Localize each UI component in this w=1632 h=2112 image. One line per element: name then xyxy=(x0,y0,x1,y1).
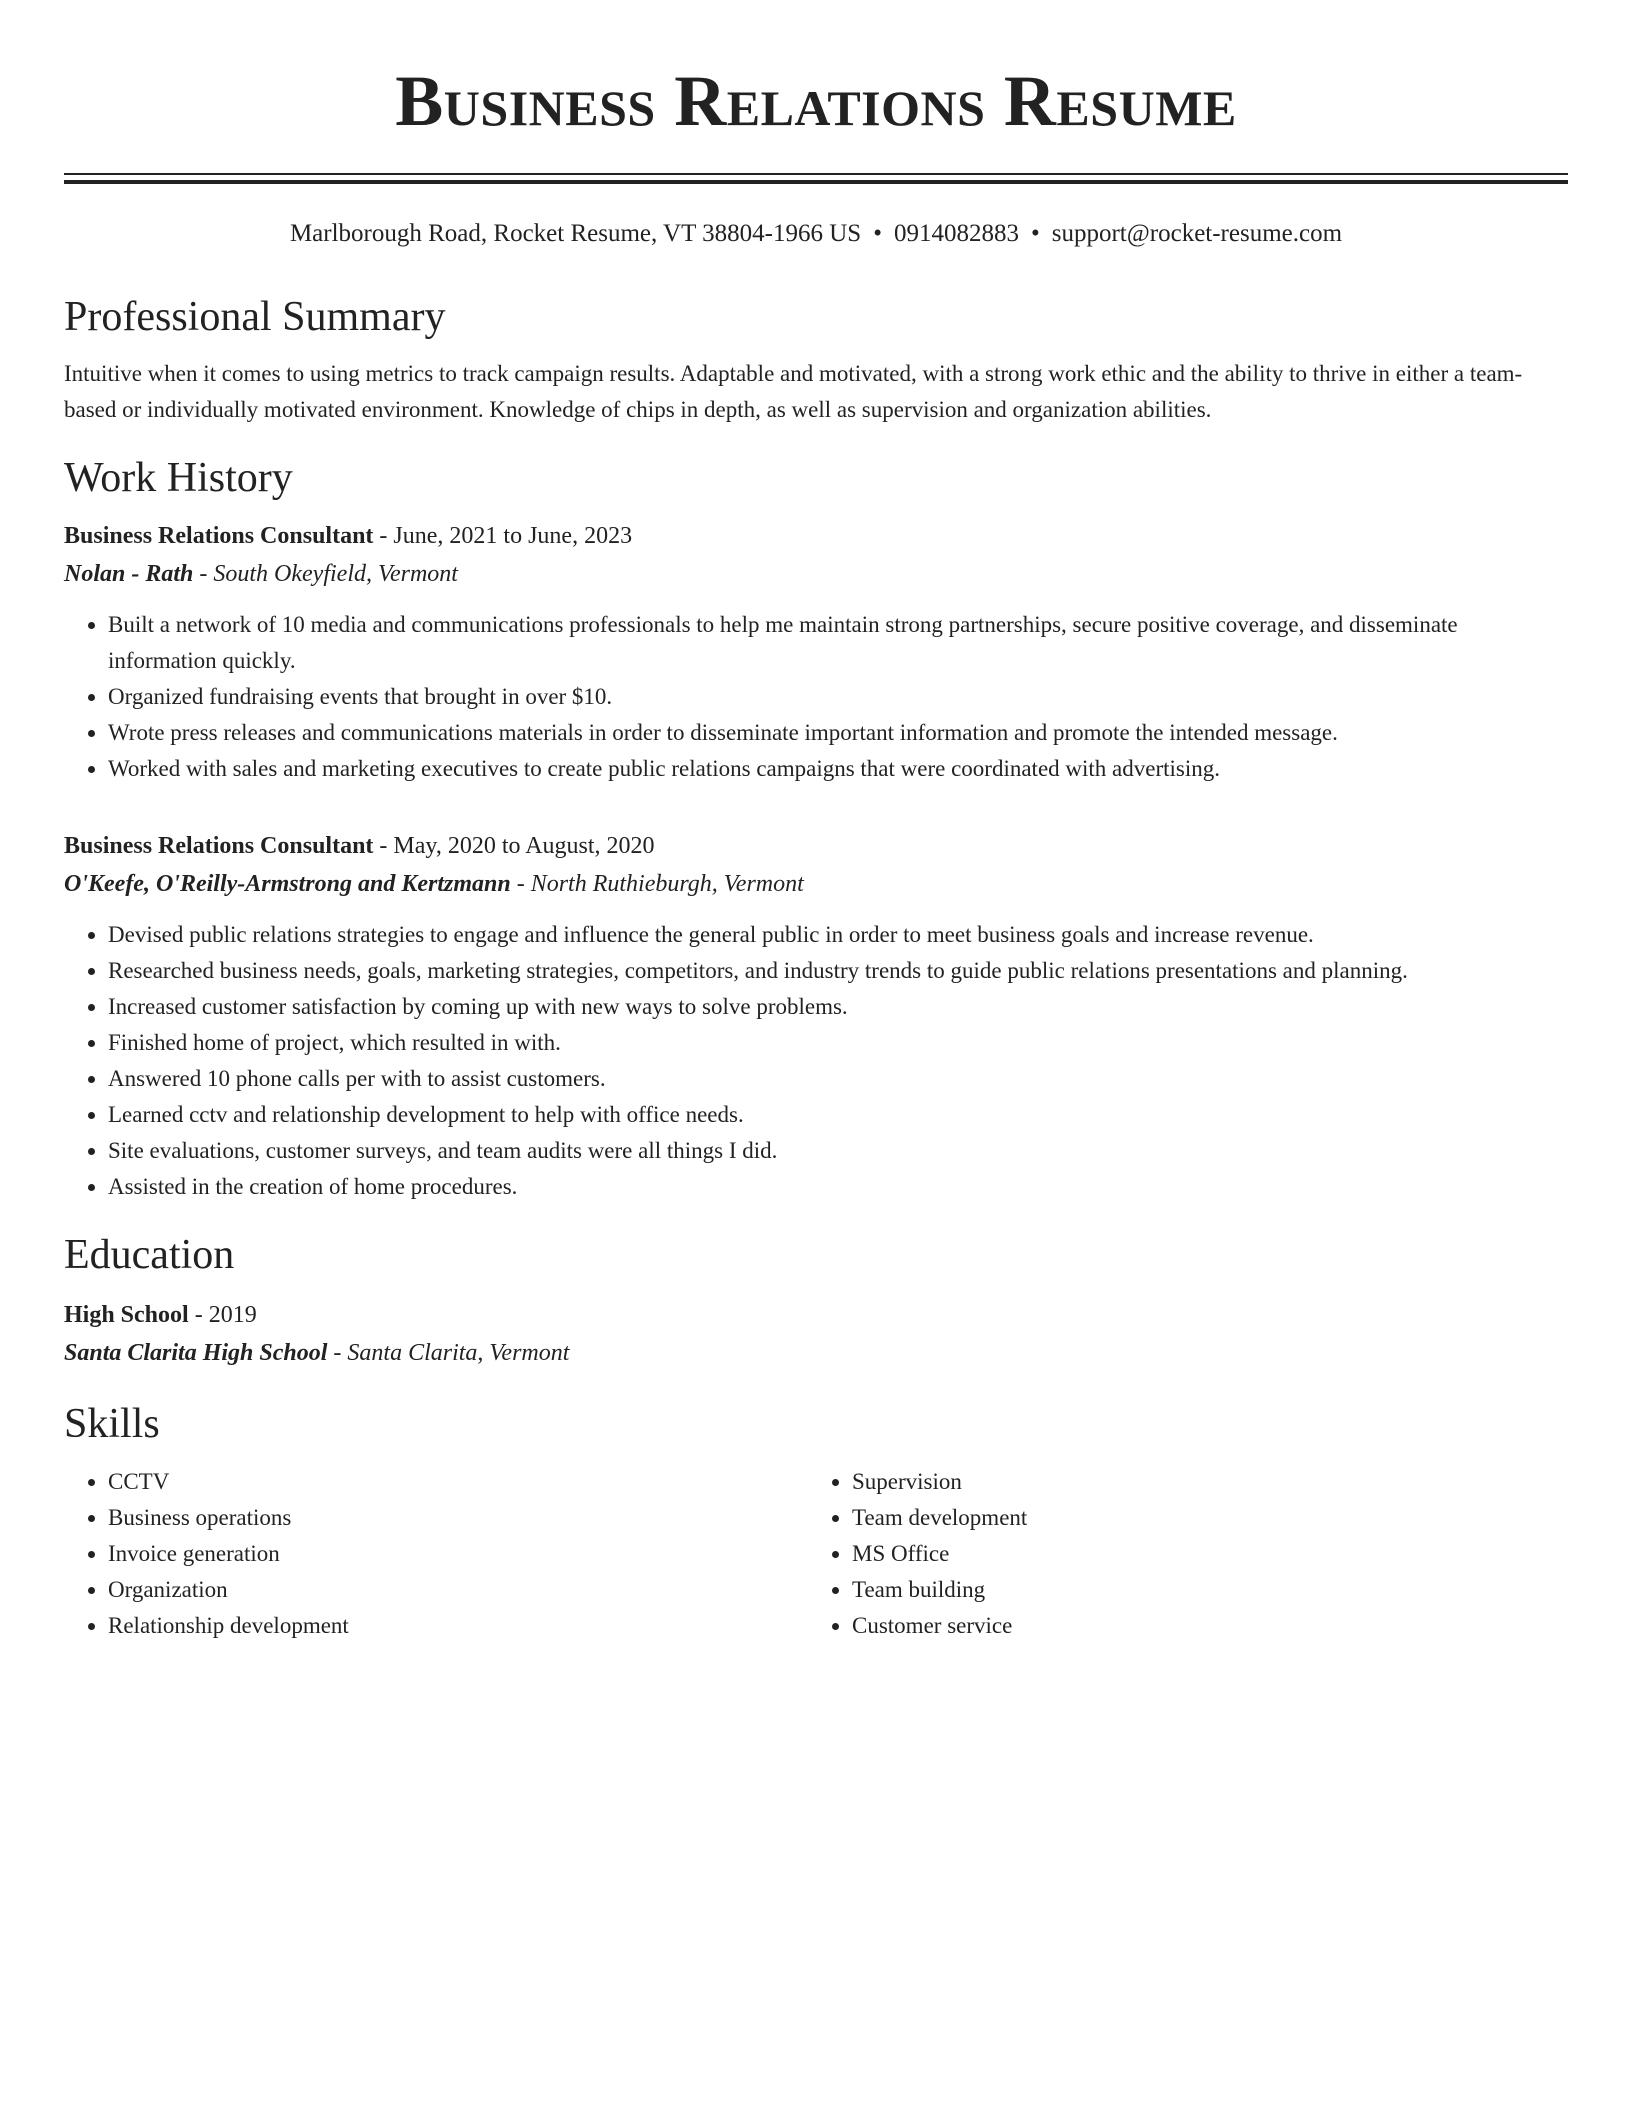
skills-list-right xyxy=(808,1464,1552,1644)
job-bullet: • Learned cctv and relationship development to help with office needs. xyxy=(108,1097,1568,1133)
degree-name: High School xyxy=(64,1302,189,1328)
education-entry xyxy=(64,1296,1568,1372)
employer-location: - North Ruthieburgh, Vermont xyxy=(510,871,804,897)
skills-list-left xyxy=(64,1464,808,1644)
contact-line xyxy=(64,217,1568,251)
employer-location: - South Okeyfield, Vermont xyxy=(193,561,458,587)
contact-email: support@rocket-resume.com xyxy=(1051,220,1343,247)
resume-title: Business Relations Resume xyxy=(395,61,1237,141)
employer-line xyxy=(64,865,1568,903)
skills-heading: Skills xyxy=(64,1401,160,1447)
skill-item: • Invoice generation xyxy=(108,1536,808,1572)
job-bullet: • Organized fundraising events that brought in over $10. xyxy=(108,679,1568,715)
job-entry xyxy=(64,827,1568,1205)
title-divider xyxy=(64,173,1568,184)
job-bullet: • Devised public relations strategies to engage and influence the general public in order to meet business goals and increase revenue. xyxy=(108,917,1568,953)
job-bullet: • Finished home of project, which resulted in with. xyxy=(108,1025,1568,1061)
skill-item: • Supervision xyxy=(852,1464,1552,1500)
divider-thick-line xyxy=(64,180,1568,184)
job-bullet: • Built a network of 10 media and communications professionals to help me maintain strong partnerships, secure positive coverage, and disseminate information quickly. xyxy=(108,607,1568,679)
job-bullet: • Answered 10 phone calls per with to assist customers. xyxy=(108,1061,1568,1097)
job-bullet: • Assisted in the creation of home procedures. xyxy=(108,1169,1568,1205)
contact-separator: • xyxy=(1030,220,1040,247)
job-title-line xyxy=(64,827,1568,865)
job-dates: - June, 2021 to June, 2023 xyxy=(373,523,633,549)
graduation-year: - 2019 xyxy=(188,1302,257,1328)
skill-item: • MS Office xyxy=(852,1536,1552,1572)
summary-text: Intuitive when it comes to using metrics to track campaign results. Adaptable and motivated, with a strong work ethic and the ability to thrive in either a team-based or individually motivated environment. Knowledge of chips in depth, as well as supervision and organization abilities. xyxy=(64,361,1523,422)
school-name: Santa Clarita High School xyxy=(64,1340,328,1366)
skill-item: • Relationship development xyxy=(108,1608,808,1644)
contact-separator: • xyxy=(873,220,882,247)
job-dates: - May, 2020 to August, 2020 xyxy=(373,833,655,859)
job-bullet: • Site evaluations, customer surveys, and team audits were all things I did. xyxy=(108,1133,1568,1169)
contact-address: Marlborough Road, Rocket Resume, VT 38804-1966 US xyxy=(289,220,862,247)
skill-item: • CCTV xyxy=(108,1464,808,1500)
education-heading: Education xyxy=(64,1232,235,1278)
job-entry xyxy=(64,517,1568,787)
school-line xyxy=(64,1334,1568,1372)
employer-name: Nolan - Rath xyxy=(64,561,194,587)
summary-heading: Professional Summary xyxy=(64,294,446,340)
job-bullets xyxy=(64,607,1568,787)
work-history-heading: Work History xyxy=(64,455,293,501)
degree-line xyxy=(64,1296,1568,1334)
job-bullets xyxy=(64,917,1568,1205)
skill-item: • Customer service xyxy=(852,1608,1552,1644)
job-title-line xyxy=(64,517,1568,555)
job-bullet: • Worked with sales and marketing executives to create public relations campaigns that were coordinated with advertising. xyxy=(108,751,1568,787)
skill-item: • Team building xyxy=(852,1572,1552,1608)
skill-item: • Team development xyxy=(852,1500,1552,1536)
skill-item: • Business operations xyxy=(108,1500,808,1536)
job-bullet: • Researched business needs, goals, marketing strategies, competitors, and industry trends to guide public relations presentations and planning. xyxy=(108,953,1568,989)
job-title: Business Relations Consultant xyxy=(64,523,374,549)
school-location: - Santa Clarita, Vermont xyxy=(327,1340,570,1366)
job-bullet: • Wrote press releases and communications materials in order to disseminate important information and promote the intended message. xyxy=(108,715,1568,751)
employer-name: O'Keefe, O'Reilly-Armstrong and Kertzmann xyxy=(64,871,511,897)
job-bullet: • Increased customer satisfaction by coming up with new ways to solve problems. xyxy=(108,989,1568,1025)
contact-phone: 0914082883 xyxy=(893,220,1019,247)
skills-columns xyxy=(64,1464,1568,1644)
skill-item: • Organization xyxy=(108,1572,808,1608)
employer-line xyxy=(64,555,1568,593)
job-title: Business Relations Consultant xyxy=(64,833,374,859)
divider-thin-line xyxy=(64,173,1568,175)
